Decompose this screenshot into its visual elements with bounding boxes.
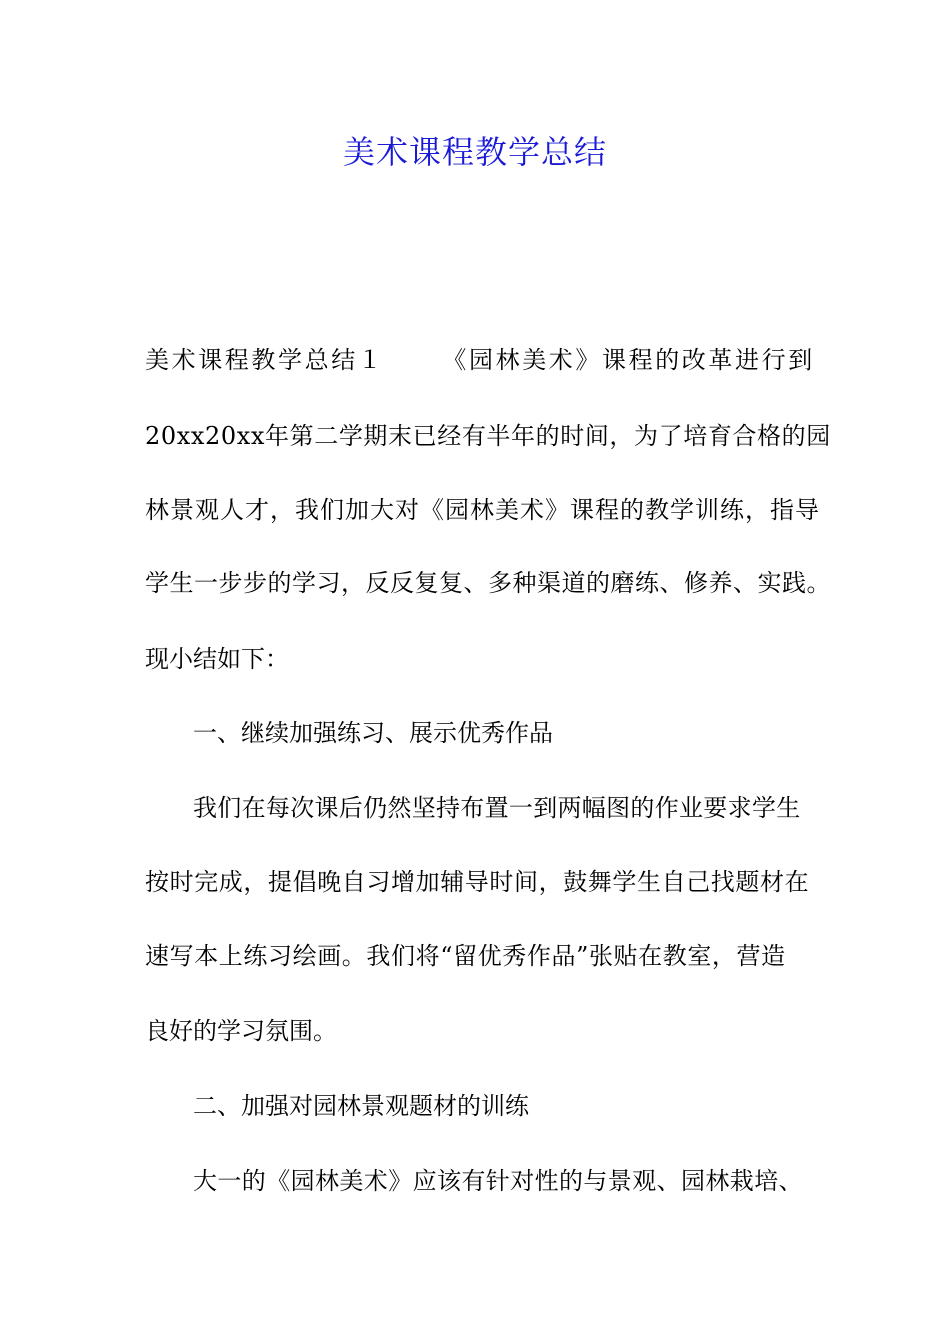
paragraph-line: 现小结如下： (145, 645, 289, 673)
paragraph-line: 按时完成，提倡晚自习增加辅导时间，鼓舞学生自己找题材在 (145, 868, 810, 896)
paragraph-line: 速写本上练习绘画。我们将“留优秀作品”张贴在教室，营造 (145, 942, 786, 970)
paragraph-text: 《园林美术》课程的改革进行到 (442, 346, 815, 374)
document-title: 美术课程教学总结 (342, 133, 607, 171)
section-heading: 一、继续加强练习、展示优秀作品 (193, 719, 553, 747)
paragraph-line: 学生一步步的学习，反反复复、多种渠道的磨练、修养、实践。 (145, 569, 831, 597)
paragraph-line: 良好的学习氛围。 (145, 1017, 337, 1045)
paragraph-line: 20xx20xx年第二学期末已经有半年的时间，为了培育合格的园 (145, 422, 831, 450)
paragraph-line: 大一的《园林美术》应该有针对性的与景观、园林栽培、 (193, 1167, 803, 1195)
paragraph-line (145, 342, 825, 378)
paragraph-line: 林景观人才，我们加大对《园林美术》课程的教学训练，指导 (145, 496, 820, 524)
paragraph-line: 我们在每次课后仍然坚持布置一到两幅图的作业要求学生 (193, 794, 801, 822)
section-heading-inline: 美术课程教学总结１ (145, 346, 385, 374)
section-heading: 二、加强对园林景观题材的训练 (193, 1092, 529, 1120)
